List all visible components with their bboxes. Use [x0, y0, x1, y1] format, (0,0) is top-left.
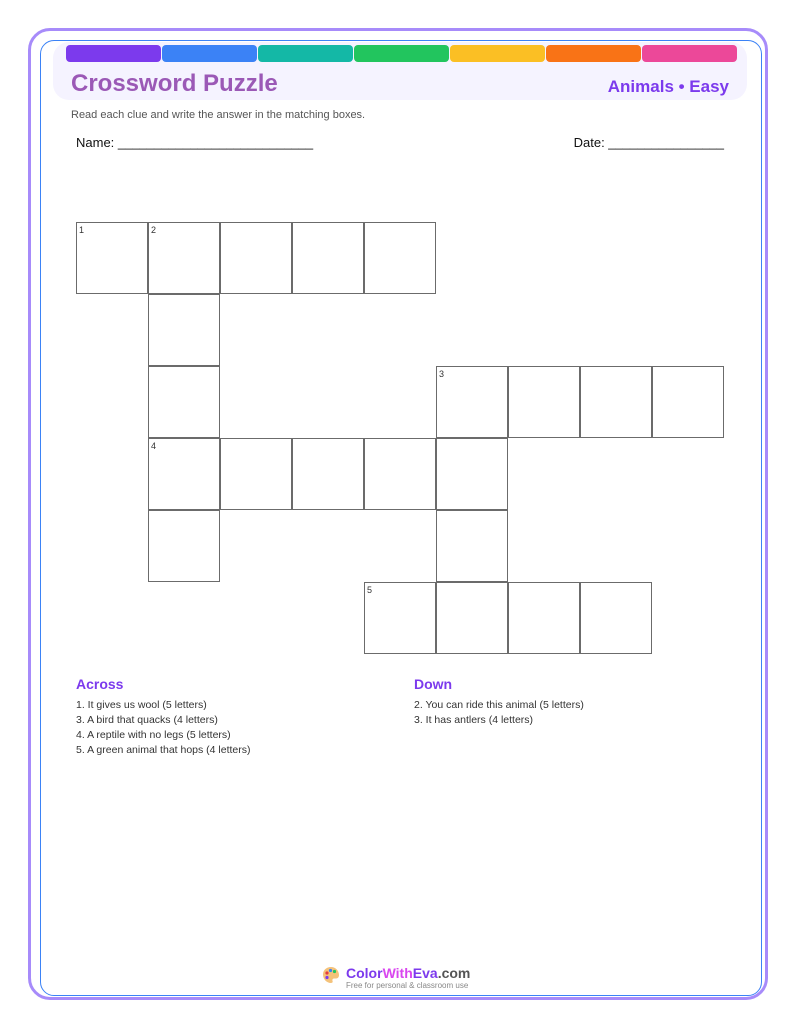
- crossword-cell[interactable]: [220, 438, 292, 510]
- subject-label: Animals • Easy: [607, 77, 729, 96]
- color-stripes: [66, 45, 737, 62]
- down-clues: [414, 676, 584, 728]
- crossword-cell[interactable]: [148, 294, 220, 366]
- crossword-cell[interactable]: [292, 222, 364, 294]
- crossword-cell[interactable]: [436, 438, 508, 510]
- color-stripe: [66, 45, 161, 62]
- crossword-cell[interactable]: [580, 582, 652, 654]
- crossword-cell[interactable]: [580, 366, 652, 438]
- name-field[interactable]: Name: ___________________________: [76, 135, 314, 150]
- crossword-cell[interactable]: [220, 222, 292, 294]
- clue-item: 5. A green animal that hops (4 letters): [76, 744, 251, 756]
- crossword-cell[interactable]: [436, 510, 508, 582]
- clue-item: 1. It gives us wool (5 letters): [76, 699, 207, 711]
- crossword-cell[interactable]: [364, 438, 436, 510]
- down-heading: Down: [414, 676, 453, 692]
- crossword-cell[interactable]: [364, 582, 436, 654]
- crossword-cell[interactable]: [436, 366, 508, 438]
- instructions: Read each clue and write the answer in the matching boxes.: [71, 109, 366, 121]
- crossword-cell[interactable]: [148, 222, 220, 294]
- palette-icon: [322, 966, 340, 989]
- crossword-cell[interactable]: [292, 438, 364, 510]
- crossword-cell[interactable]: [148, 438, 220, 510]
- clue-number: 1: [79, 225, 85, 235]
- clue-item: 3. It has antlers (4 letters): [414, 714, 534, 726]
- color-stripe: [546, 45, 641, 62]
- color-stripe: [642, 45, 737, 62]
- crossword-cell[interactable]: [508, 366, 580, 438]
- page-title: Crossword Puzzle: [71, 70, 278, 97]
- crossword-cell[interactable]: [436, 582, 508, 654]
- crossword-cell[interactable]: [148, 366, 220, 438]
- clue-number: 5: [367, 585, 373, 595]
- crossword-cell[interactable]: [652, 366, 724, 438]
- footer-brand: [322, 966, 470, 990]
- color-stripe: [258, 45, 353, 62]
- clue-item: 3. A bird that quacks (4 letters): [76, 714, 218, 726]
- brand-name[interactable]: ColorWithEva.com: [346, 965, 471, 981]
- crossword-cell[interactable]: [508, 582, 580, 654]
- clue-number: 4: [151, 441, 157, 451]
- date-field[interactable]: Date: ________________: [573, 135, 724, 150]
- across-clues: [76, 676, 251, 758]
- clue-number: 2: [151, 225, 157, 235]
- across-heading: Across: [76, 676, 124, 692]
- color-stripe: [162, 45, 257, 62]
- clue-number: 3: [439, 369, 445, 379]
- tagline: Free for personal & classroom use: [346, 981, 469, 990]
- clue-item: 4. A reptile with no legs (5 letters): [76, 729, 231, 741]
- clue-item: 2. You can ride this animal (5 letters): [414, 699, 584, 711]
- crossword-cell[interactable]: [148, 510, 220, 582]
- crossword-cell[interactable]: [76, 222, 148, 294]
- color-stripe: [354, 45, 449, 62]
- crossword-cell[interactable]: [364, 222, 436, 294]
- color-stripe: [450, 45, 545, 62]
